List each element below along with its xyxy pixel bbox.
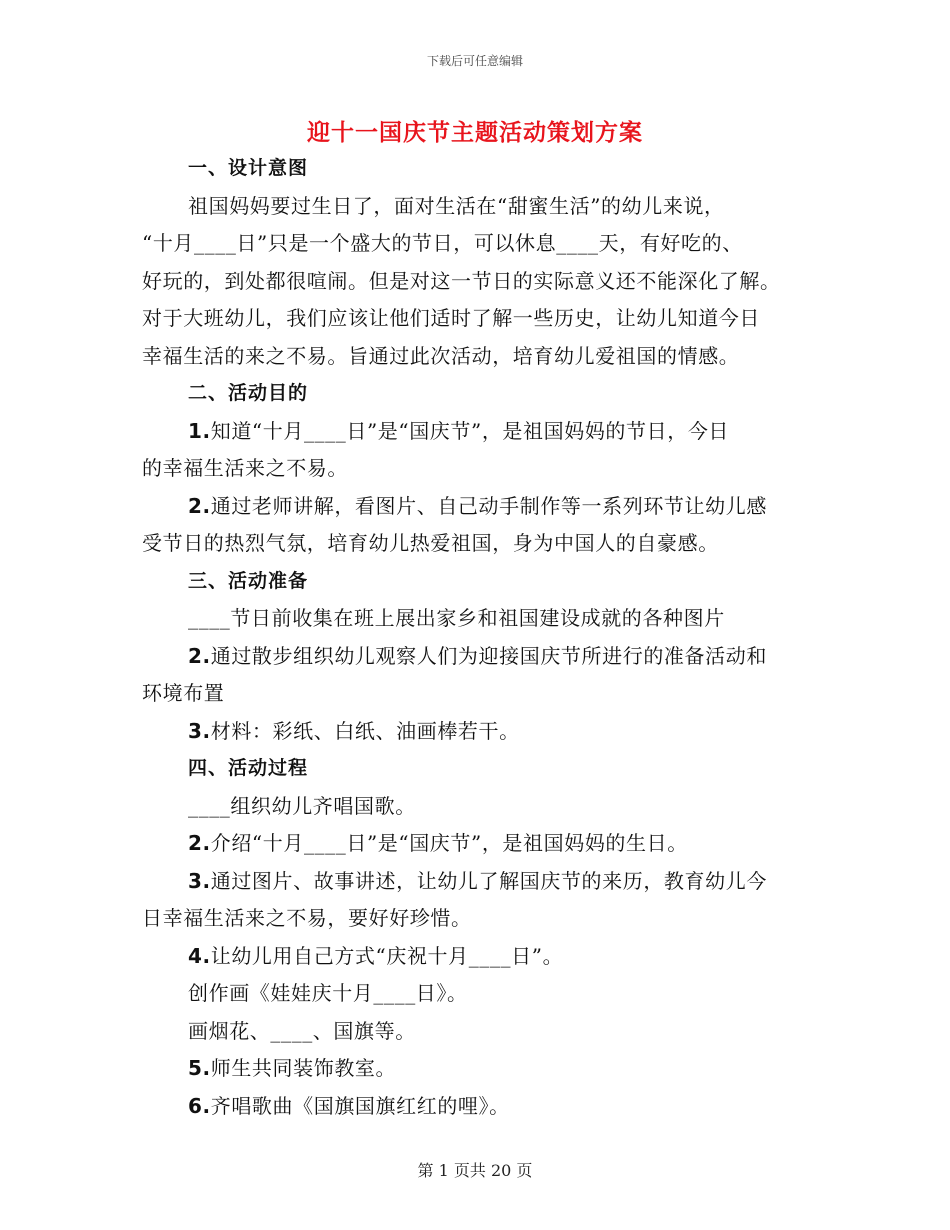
paragraph-line	[142, 188, 810, 226]
paragraph-line	[142, 488, 810, 526]
list-number: 6.	[188, 1093, 211, 1118]
line-text: 创作画《娃娃庆十月____日》。	[188, 981, 468, 1005]
paragraph-line	[142, 825, 810, 863]
line-text: ____节日前收集在班上展出家乡和祖国建设成就的各种图片	[188, 606, 725, 630]
line-text: 通过老师讲解，看图片、自己动手制作等一系列环节让幼儿感	[210, 493, 767, 518]
list-number: 2.	[188, 643, 211, 668]
paragraph-line	[142, 1013, 810, 1051]
section-heading	[142, 563, 810, 601]
section-heading	[142, 150, 810, 188]
line-text: 一、设计意图	[188, 157, 309, 179]
line-text: 画烟花、____、国旗等。	[188, 1018, 416, 1043]
paragraph-line	[142, 225, 810, 263]
line-text: ____组织幼儿齐唱国歌。	[188, 793, 416, 818]
section-heading	[142, 375, 810, 413]
line-text: 三、活动准备	[188, 569, 309, 592]
paragraph-line	[142, 788, 810, 826]
line-text: 环境布置	[142, 681, 225, 705]
line-text: 材料：彩纸、白纸、油画棒若干。	[210, 718, 520, 743]
list-number: 3.	[188, 868, 211, 893]
paragraph-line	[142, 638, 810, 676]
paragraph-line	[142, 600, 810, 638]
paragraph-line	[142, 413, 810, 451]
line-text: 四、活动过程	[188, 757, 309, 779]
line-text: 知道“十月____日”是“国庆节”，是祖国妈妈的节日，今日	[210, 418, 730, 443]
paragraph-line	[142, 1088, 810, 1126]
paragraph-line	[142, 300, 810, 338]
line-text: “十月____日”只是一个盛大的节日，可以休息____天，有好吃的、	[142, 231, 743, 255]
paragraph-line	[142, 525, 810, 563]
paragraph-line	[142, 1050, 810, 1088]
line-text: 让幼儿用自己方式“庆祝十月____日”。	[210, 943, 564, 968]
line-text: 对于大班幼儿，我们应该让他们适时了解一些历史，让幼儿知道今日	[142, 306, 760, 330]
paragraph-line	[142, 713, 810, 751]
list-number: 3.	[188, 718, 211, 743]
line-text: 通过图片、故事讲述，让幼儿了解国庆节的来历，教育幼儿今	[210, 868, 767, 893]
line-text: 齐唱歌曲《国旗国旗红红的哩》。	[210, 1093, 510, 1118]
page-header: 下载后可任意编辑	[426, 54, 523, 68]
line-text: 好玩的，到处都很喧闹。但是对这一节日的实际意义还不能深化了解。	[142, 268, 781, 293]
line-text: 介绍“十月____日”是“国庆节”，是祖国妈妈的生日。	[210, 831, 688, 855]
list-number: 2.	[188, 831, 211, 855]
line-text: 二、活动目的	[188, 382, 309, 404]
paragraph-line	[142, 938, 810, 976]
page-footer: 第 1 页共 20 页	[417, 1161, 533, 1180]
line-text: 师生共同装饰教室。	[210, 1056, 397, 1080]
paragraph-line	[142, 338, 810, 376]
line-text: 通过散步组织幼儿观察人们为迎接国庆节所进行的准备活动和	[210, 643, 767, 668]
paragraph-line	[142, 263, 810, 301]
list-number: 2.	[188, 493, 211, 518]
paragraph-line	[142, 675, 810, 713]
line-text: 幸福生活的来之不易。旨通过此次活动，培育幼儿爱祖国的情感。	[142, 343, 740, 368]
paragraph-line	[142, 900, 810, 938]
line-text: 日幸福生活来之不易，要好好珍惜。	[142, 906, 472, 930]
line-text: 的幸福生活来之不易。	[142, 456, 348, 480]
section-heading	[142, 750, 810, 788]
list-number: 4.	[188, 943, 211, 968]
line-text: 受节日的热烈气氛，培育幼儿热爱祖国，身为中国人的自豪感。	[142, 531, 719, 555]
paragraph-line	[142, 863, 810, 901]
list-number: 1.	[188, 418, 211, 443]
list-number: 5.	[188, 1056, 211, 1080]
paragraph-line	[142, 975, 810, 1013]
paragraph-line	[142, 450, 810, 488]
line-text: 祖国妈妈要过生日了，面对生活在“甜蜜生活”的幼儿来说，	[188, 193, 725, 218]
document-title: 迎十一国庆节主题活动策划方案	[307, 119, 643, 146]
document-body	[142, 150, 810, 1125]
